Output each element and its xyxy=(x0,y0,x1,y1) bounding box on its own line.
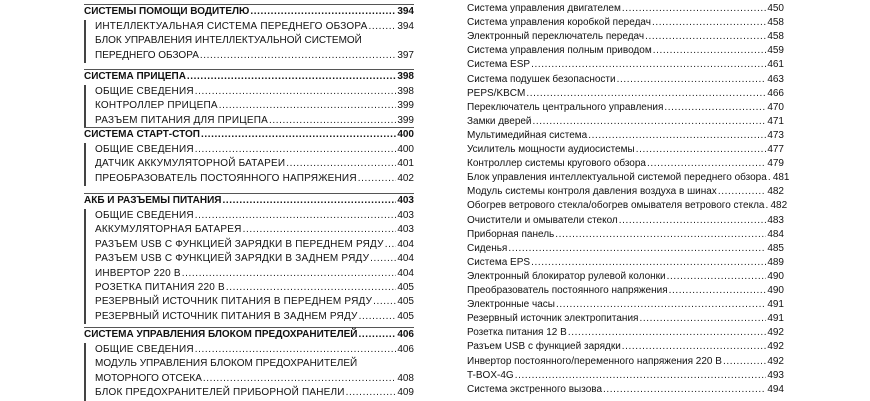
toc-item[interactable] xyxy=(84,267,414,280)
dot-leader xyxy=(187,70,396,83)
toc-section-heading[interactable] xyxy=(84,5,414,18)
toc-entry-text: Очистители и омыватели стекол xyxy=(467,215,618,226)
toc-page-number: 477 xyxy=(767,144,784,155)
toc-entry[interactable] xyxy=(467,185,784,198)
toc-entry[interactable] xyxy=(467,355,784,368)
dot-leader xyxy=(768,171,772,184)
toc-entry-text: Резервный источник электропитания xyxy=(467,313,639,324)
toc-entry[interactable] xyxy=(467,115,784,128)
toc-entry-text: Система подушек безопасности xyxy=(467,74,616,85)
toc-entry-text: Приборная панель xyxy=(467,229,555,240)
toc-item[interactable] xyxy=(84,357,414,370)
dot-leader xyxy=(645,30,766,43)
toc-entry-text: Переключатель центрального управления xyxy=(467,102,664,113)
dot-leader xyxy=(201,128,396,141)
toc-page-number: 399 xyxy=(397,100,414,111)
toc-page-number: 394 xyxy=(397,6,414,17)
toc-page-number: 400 xyxy=(397,144,414,155)
toc-page-number: 492 xyxy=(767,341,784,352)
toc-entry-text: Система управления двигателем xyxy=(467,3,621,14)
toc-item[interactable] xyxy=(84,386,414,399)
toc-entry-text: Контроллер системы кругового обзора xyxy=(467,158,646,169)
toc-entry-text: РОЗЕТКА ПИТАНИЯ 220 В xyxy=(95,282,225,293)
toc-entry-text: СИСТЕМЫ ПОМОЩИ ВОДИТЕЛЮ xyxy=(84,6,250,17)
dot-leader xyxy=(515,369,767,382)
toc-page-number: 463 xyxy=(767,74,784,85)
toc-entry-text: ДАТЧИК АККУМУЛЯТОРНОЙ БАТАРЕИ xyxy=(95,158,286,169)
dot-leader xyxy=(250,5,396,18)
toc-page-number: 403 xyxy=(397,210,414,221)
dot-leader xyxy=(182,267,397,280)
dot-leader xyxy=(603,383,766,396)
dot-leader xyxy=(508,242,766,255)
dot-leader xyxy=(555,228,766,241)
toc-page-number: 409 xyxy=(397,387,414,398)
toc-item[interactable] xyxy=(84,20,414,33)
toc-item[interactable] xyxy=(84,157,414,170)
toc-page-number: 485 xyxy=(767,243,784,254)
toc-entry-text: РАЗЪЕМ USB С ФУНКЦИЕЙ ЗАРЯДКИ В ЗАДНЕМ РЯДУ xyxy=(95,253,370,264)
dot-leader xyxy=(222,194,396,207)
toc-entry-text: ОБЩИЕ СВЕДЕНИЯ xyxy=(95,144,194,155)
toc-entry-text: БЛОК ПРЕДОХРАНИТЕЛЕЙ ПРИБОРНОЙ ПАНЕЛИ xyxy=(95,387,345,398)
dot-leader xyxy=(368,20,396,33)
toc-item[interactable] xyxy=(84,223,414,236)
toc-entry-text: Система ESP xyxy=(467,59,531,70)
toc-item[interactable] xyxy=(84,85,414,98)
toc-entry-text: Разъем USB с функцией зарядки xyxy=(467,341,621,352)
toc-entry-text: ОБЩИЕ СВЕДЕНИЯ xyxy=(95,344,194,355)
dot-leader xyxy=(269,114,396,127)
dot-leader xyxy=(346,386,397,399)
toc-page-number: 466 xyxy=(767,88,784,99)
toc-item[interactable] xyxy=(84,49,414,62)
dot-leader xyxy=(370,252,396,265)
toc-page-number: 398 xyxy=(397,86,414,97)
toc-page-number: 406 xyxy=(397,344,414,355)
toc-entry[interactable] xyxy=(467,340,784,353)
toc-item[interactable] xyxy=(84,281,414,294)
dot-leader xyxy=(533,115,767,128)
dot-leader xyxy=(667,270,767,283)
dot-leader xyxy=(531,58,766,71)
toc-entry-text: Электронные часы xyxy=(467,299,555,310)
toc-page-number: 494 xyxy=(767,384,784,395)
toc-page-number: 402 xyxy=(397,173,414,184)
dot-leader xyxy=(617,73,767,86)
toc-entry-text: РЕЗЕРВНЫЙ ИСТОЧНИК ПИТАНИЯ В ПЕРЕДНЕМ РЯДУ xyxy=(95,296,373,307)
toc-section-heading[interactable] xyxy=(84,70,414,83)
dot-leader xyxy=(195,85,397,98)
toc-entry[interactable] xyxy=(467,157,784,170)
toc-page-number: 406 xyxy=(397,329,414,340)
toc-section-heading[interactable] xyxy=(84,128,414,141)
toc-item[interactable] xyxy=(84,34,414,47)
toc-page-number: 492 xyxy=(767,356,784,367)
toc-entry[interactable] xyxy=(467,44,784,57)
dot-leader xyxy=(195,343,397,356)
toc-entry[interactable] xyxy=(467,284,784,297)
toc-entry[interactable] xyxy=(467,214,784,227)
toc-page-number: 394 xyxy=(397,21,414,32)
toc-entry[interactable] xyxy=(467,129,784,142)
toc-entry-text: РАЗЪЕМ ПИТАНИЯ ДЛЯ ПРИЦЕПА xyxy=(95,115,269,126)
toc-entry[interactable] xyxy=(467,101,784,114)
dot-leader xyxy=(243,223,397,236)
dot-leader xyxy=(226,281,396,294)
toc-page-number: 461 xyxy=(767,59,784,70)
toc-entry-text: Сиденья xyxy=(467,243,508,254)
dot-leader xyxy=(195,143,397,156)
toc-entry-text: Замки дверей xyxy=(467,116,532,127)
toc-page-number: 482 xyxy=(767,186,784,197)
dot-leader xyxy=(359,310,397,323)
toc-entry-text: Усилитель мощности аудиосистемы xyxy=(467,144,635,155)
toc-page-number: 482 xyxy=(770,200,788,211)
toc-page-number: 404 xyxy=(397,268,414,279)
toc-page-number: 471 xyxy=(767,116,784,127)
dot-leader xyxy=(765,199,769,212)
toc-entry-text: T-BOX-4G xyxy=(467,370,514,381)
toc-page-number: 403 xyxy=(397,224,414,235)
toc-page-number: 490 xyxy=(767,271,784,282)
toc-entry-text: МОДУЛЬ УПРАВЛЕНИЯ БЛОКОМ ПРЕДОХРАНИТЕЛЕЙ xyxy=(95,358,358,369)
toc-entry-text: МОТОРНОГО ОТСЕКА xyxy=(95,373,202,384)
dot-leader xyxy=(718,185,767,198)
toc-page-number: 405 xyxy=(397,311,414,322)
toc-entry-text: Электронный блокиратор рулевой колонки xyxy=(467,271,666,282)
toc-page-number: 491 xyxy=(767,299,784,310)
toc-entry[interactable] xyxy=(467,199,788,212)
dot-leader xyxy=(664,101,766,114)
toc-page-number: 398 xyxy=(397,71,414,82)
toc-entry[interactable] xyxy=(467,383,784,396)
toc-entry-text: Модуль системы контроля давления воздуха в шинах xyxy=(467,186,717,197)
toc-entry-text: Блок управления интеллектуальной системой переднего обзора xyxy=(467,172,767,183)
toc-entry-text: Мультимедийная система xyxy=(467,130,588,141)
toc-entry-text: ИНВЕРТОР 220 В xyxy=(95,268,181,279)
toc-page-number: 459 xyxy=(767,45,784,56)
dot-leader xyxy=(195,209,397,222)
toc-entry-text: КОНТРОЛЛЕР ПРИЦЕПА xyxy=(95,100,218,111)
toc-page-number: 470 xyxy=(767,102,784,113)
toc-page-number: 458 xyxy=(767,17,784,28)
toc-entry-text: ОБЩИЕ СВЕДЕНИЯ xyxy=(95,210,194,221)
toc-entry-text: PEPS/KBCM xyxy=(467,88,526,99)
toc-entry-text: Инвертор постоянного/переменного напряжения 220 В xyxy=(467,356,722,367)
toc-item[interactable] xyxy=(84,295,414,308)
toc-entry-text: ИНТЕЛЛЕКТУАЛЬНАЯ СИСТЕМА ПЕРЕДНЕГО ОБЗОРА xyxy=(95,21,368,32)
toc-entry-text: Розетка питания 12 В xyxy=(467,327,567,338)
toc-page-number: 483 xyxy=(767,215,784,226)
dot-leader xyxy=(219,99,397,112)
toc-item[interactable] xyxy=(84,172,414,185)
toc-entry[interactable] xyxy=(467,270,784,283)
toc-item[interactable] xyxy=(84,372,414,385)
toc-page-number: 397 xyxy=(397,50,414,61)
dot-leader xyxy=(556,298,766,311)
toc-item[interactable] xyxy=(84,209,414,222)
dot-leader xyxy=(203,372,396,385)
toc-entry[interactable] xyxy=(467,87,784,100)
dot-leader xyxy=(652,16,766,29)
toc-entry-text: АКБ И РАЗЪЕМЫ ПИТАНИЯ xyxy=(84,195,222,206)
toc-page-number: 401 xyxy=(397,158,414,169)
dot-leader xyxy=(669,284,767,297)
toc-item[interactable] xyxy=(84,99,414,112)
toc-entry[interactable] xyxy=(467,30,784,43)
toc-page-number: 473 xyxy=(767,130,784,141)
toc-entry[interactable] xyxy=(467,298,784,311)
dot-leader xyxy=(526,87,766,100)
dot-leader xyxy=(568,326,767,339)
toc-section-heading[interactable] xyxy=(84,194,414,207)
toc-page-number: 400 xyxy=(397,129,414,140)
toc-entry[interactable] xyxy=(467,143,784,156)
toc-entry-text: Обогрев ветрового стекла/обогрев омывателя ветрового стекла xyxy=(467,200,765,211)
toc-entry-text: Преобразователь постоянного напряжения xyxy=(467,285,668,296)
toc-page-number: 489 xyxy=(767,257,784,268)
toc-item[interactable] xyxy=(84,343,414,356)
toc-page-number: 490 xyxy=(767,285,784,296)
toc-page-number: 399 xyxy=(397,115,414,126)
dot-leader xyxy=(286,157,396,170)
toc-entry-text: ПРЕОБРАЗОВАТЕЛЬ ПОСТОЯННОГО НАПРЯЖЕНИЯ xyxy=(95,173,357,184)
toc-entry-text: РАЗЪЕМ USB С ФУНКЦИЕЙ ЗАРЯДКИ В ПЕРЕДНЕМ РЯДУ xyxy=(95,239,384,250)
toc-entry[interactable] xyxy=(467,171,790,184)
toc-page-number: 404 xyxy=(397,239,414,250)
toc-page-number: 481 xyxy=(772,172,790,183)
toc-page-number: 405 xyxy=(397,296,414,307)
dot-leader xyxy=(588,129,766,142)
dot-leader xyxy=(647,157,766,170)
toc-entry-text: АККУМУЛЯТОРНАЯ БАТАРЕЯ xyxy=(95,224,242,235)
dot-leader xyxy=(639,312,766,325)
toc-entry-text: Система управления полным приводом xyxy=(467,45,652,56)
dot-leader xyxy=(373,295,396,308)
dot-leader xyxy=(358,172,397,185)
toc-entry[interactable] xyxy=(467,2,784,15)
toc-page-number: 479 xyxy=(767,158,784,169)
toc-entry[interactable] xyxy=(467,312,784,325)
toc-item[interactable] xyxy=(84,310,414,323)
toc-entry-text: Система экстренного вызова xyxy=(467,384,603,395)
toc-entry-text: Электронный переключатель передач xyxy=(467,31,645,42)
toc-page-number: 492 xyxy=(767,327,784,338)
toc-entry[interactable] xyxy=(467,369,784,382)
toc-page-number: 484 xyxy=(767,229,784,240)
toc-section-heading[interactable] xyxy=(84,328,414,341)
toc-entry-text: РЕЗЕРВНЫЙ ИСТОЧНИК ПИТАНИЯ В ЗАДНЕМ РЯДУ xyxy=(95,311,358,322)
dot-leader xyxy=(636,143,767,156)
dot-leader xyxy=(723,355,766,368)
toc-entry-text: ПЕРЕДНЕГО ОБЗОРА xyxy=(95,50,199,61)
toc-entry-text: Система EPS xyxy=(467,257,531,268)
toc-entry-text: Система управления коробкой передач xyxy=(467,17,651,28)
toc-page-number: 405 xyxy=(397,282,414,293)
toc-entry[interactable] xyxy=(467,58,784,71)
toc-entry[interactable] xyxy=(467,242,784,255)
toc-entry-text: СИСТЕМА ПРИЦЕПА xyxy=(84,71,186,82)
toc-entry[interactable] xyxy=(467,326,784,339)
toc-entry[interactable] xyxy=(467,16,784,29)
toc-page-number: 491 xyxy=(767,313,784,324)
dot-leader xyxy=(653,44,767,57)
toc-page-number: 493 xyxy=(767,370,784,381)
toc-page-number: 450 xyxy=(767,3,784,14)
toc-item[interactable] xyxy=(84,114,414,127)
toc-entry[interactable] xyxy=(467,228,784,241)
toc-entry-text: СИСТЕМА УПРАВЛЕНИЯ БЛОКОМ ПРЕДОХРАНИТЕЛЕЙ xyxy=(84,329,358,340)
dot-leader xyxy=(200,49,396,62)
toc-entry[interactable] xyxy=(467,256,784,269)
toc-entry[interactable] xyxy=(467,73,784,86)
dot-leader xyxy=(385,238,397,251)
dot-leader xyxy=(622,2,766,15)
toc-page-number: 408 xyxy=(397,373,414,384)
toc-page-number: 458 xyxy=(767,31,784,42)
toc-page-number: 404 xyxy=(397,253,414,264)
toc-item[interactable] xyxy=(84,252,414,265)
toc-item[interactable] xyxy=(84,238,414,251)
toc-page-number: 403 xyxy=(397,195,414,206)
dot-leader xyxy=(619,214,767,227)
dot-leader xyxy=(622,340,767,353)
toc-entry-text: БЛОК УПРАВЛЕНИЯ ИНТЕЛЛЕКТУАЛЬНОЙ СИСТЕМОЙ xyxy=(95,35,362,46)
toc-entry-text: СИСТЕМА СТАРТ-СТОП xyxy=(84,129,200,140)
toc-item[interactable] xyxy=(84,143,414,156)
toc-entry-text: ОБЩИЕ СВЕДЕНИЯ xyxy=(95,86,194,97)
dot-leader xyxy=(531,256,766,269)
dot-leader xyxy=(358,328,396,341)
